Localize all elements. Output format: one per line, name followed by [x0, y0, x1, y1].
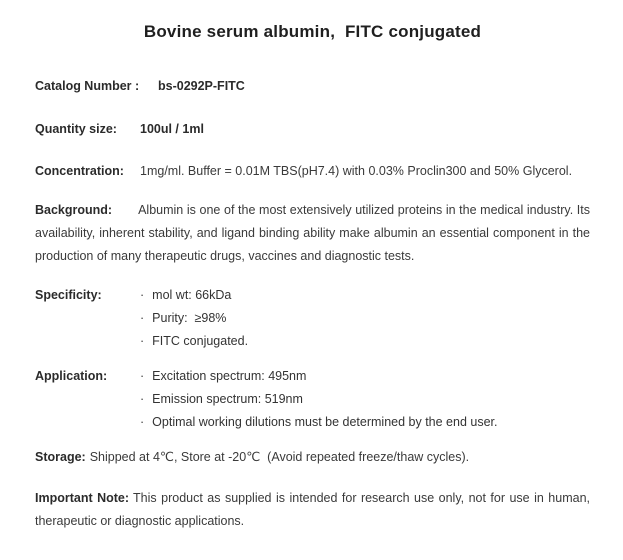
concentration-label: Concentration:	[35, 164, 124, 178]
application-list	[140, 365, 590, 434]
page-title: Bovine serum albumin, FITC conjugated	[143, 22, 482, 41]
bullet-dot-icon: ·	[140, 334, 145, 348]
application-item-text: Optimal working dilutions must be determined by the end user.	[152, 415, 498, 429]
important-note-label: Important Note:	[35, 491, 130, 505]
background-paragraph	[35, 199, 590, 268]
storage-text: Shipped at 4℃, Store at -20℃ (Avoid repeated freeze/thaw cycles).	[89, 450, 470, 464]
list-item	[140, 388, 590, 411]
bullet-dot-icon: ·	[140, 288, 145, 302]
storage-label: Storage:	[35, 450, 86, 464]
specificity-item-text: mol wt: 66kDa	[152, 288, 232, 302]
concentration-row	[35, 161, 590, 181]
application-section	[35, 365, 590, 434]
specificity-section	[35, 284, 590, 353]
catalog-number-label: Catalog Number :	[35, 79, 140, 93]
list-item	[140, 330, 590, 353]
list-item	[140, 365, 590, 388]
important-note-text: This product as supplied is intended for research use only, not for use in human, therapeutic or diagnostic applications.	[35, 491, 590, 528]
specificity-label: Specificity:	[35, 288, 102, 302]
quantity-size-value: 100ul / 1ml	[140, 122, 204, 136]
concentration-value: 1mg/ml. Buffer = 0.01M TBS(pH7.4) with 0.03% Proclin300 and 50% Glycerol.	[140, 164, 573, 178]
bullet-dot-icon: ·	[140, 311, 145, 325]
storage-line	[35, 446, 590, 469]
catalog-number-row	[35, 76, 590, 96]
list-item	[140, 307, 590, 330]
specificity-item-text: FITC conjugated.	[152, 334, 249, 348]
specificity-item-text: Purity: ≥98%	[152, 311, 227, 325]
quantity-size-row	[35, 119, 590, 139]
application-item-text: Emission spectrum: 519nm	[152, 392, 303, 406]
quantity-size-label: Quantity size:	[35, 122, 117, 136]
important-note-paragraph	[35, 487, 590, 533]
list-item	[140, 411, 590, 434]
bullet-dot-icon: ·	[140, 369, 145, 383]
background-label: Background:	[35, 203, 113, 217]
background-text: Albumin is one of the most extensively utilized proteins in the medical industry. Its availability, inherent stability, and ligand binding ability make albumin an essential component in the production of many therapeutic drugs, vaccines and diagnostic tests.	[35, 203, 590, 263]
list-item	[140, 284, 590, 307]
bullet-dot-icon: ·	[140, 415, 145, 429]
specificity-list	[140, 284, 590, 353]
application-item-text: Excitation spectrum: 495nm	[152, 369, 307, 383]
bullet-dot-icon: ·	[140, 392, 145, 406]
catalog-number-value: bs-0292P-FITC	[158, 79, 245, 93]
application-label: Application:	[35, 369, 108, 383]
